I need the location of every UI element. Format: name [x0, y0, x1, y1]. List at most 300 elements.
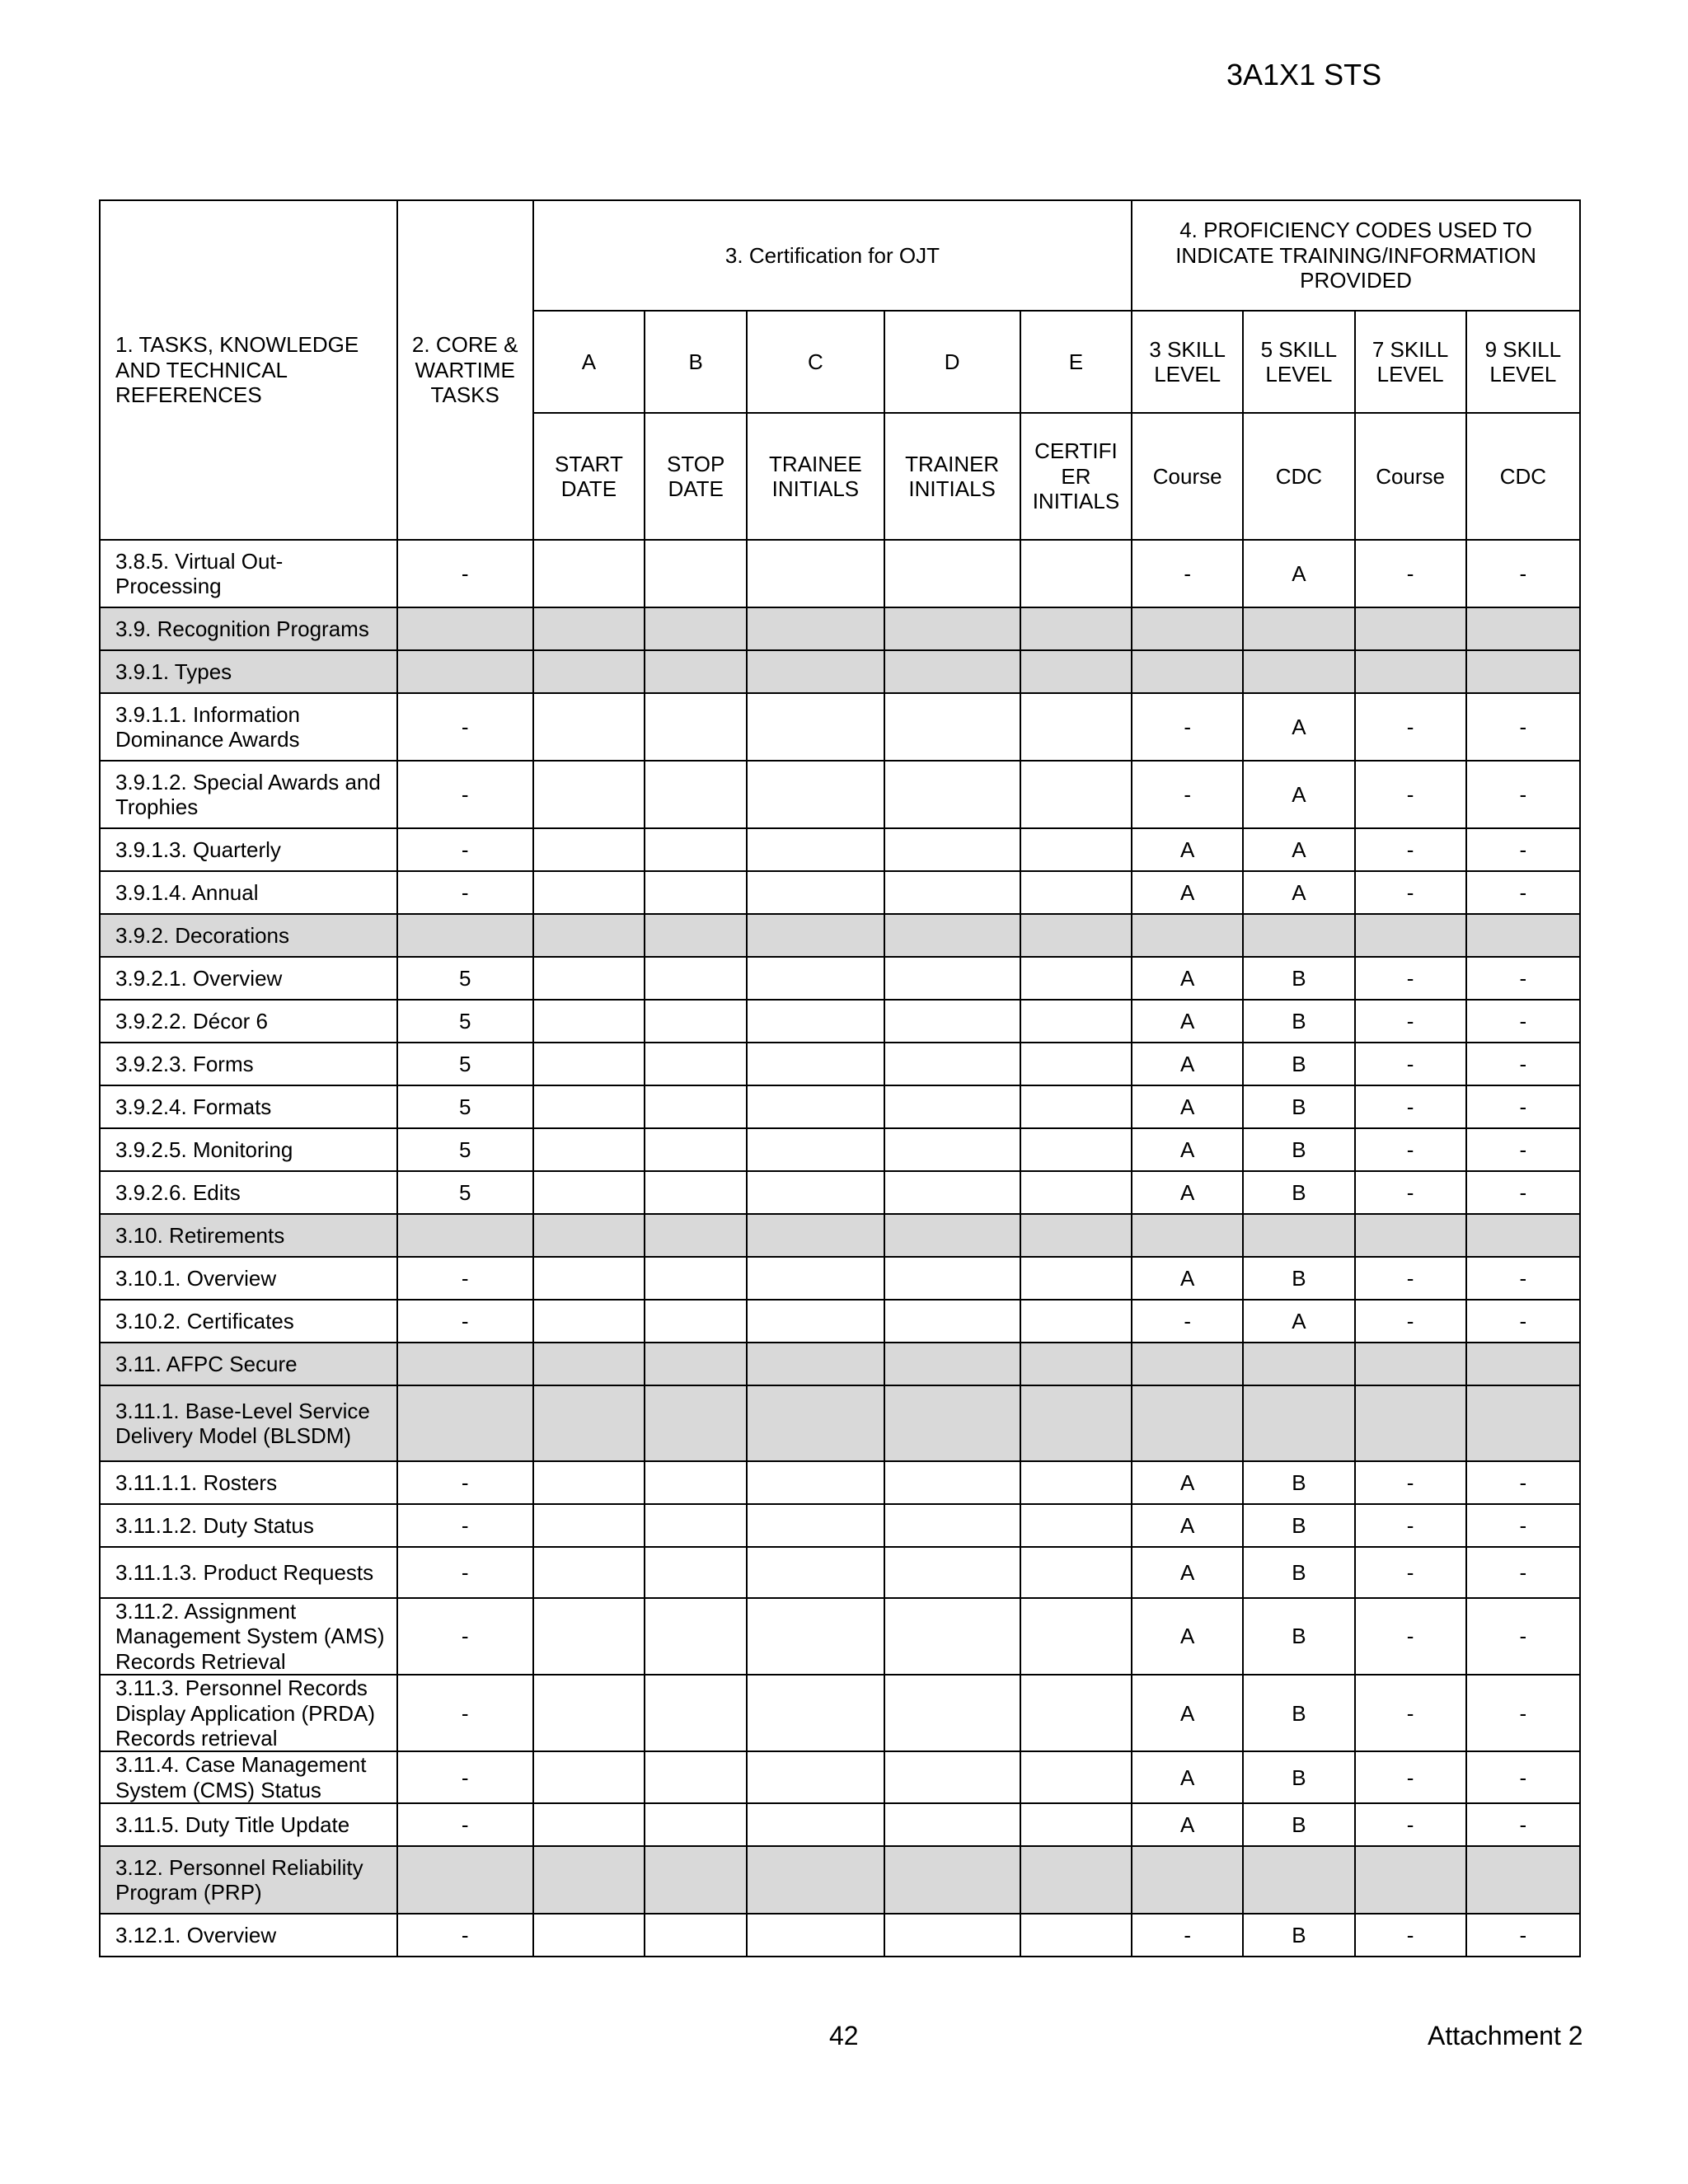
certifier-initials-cell [1020, 1128, 1132, 1171]
3-skill-code-cell: A [1132, 1257, 1243, 1300]
core-task-cell: - [397, 1675, 533, 1751]
stop-date-cell [645, 1343, 747, 1385]
certifier-initials-cell [1020, 1846, 1132, 1914]
start-date-cell [533, 1751, 645, 1803]
task-cell: 3.9.1.4. Annual [100, 871, 397, 914]
task-row [100, 1547, 1580, 1598]
9-skill-code-cell [1466, 914, 1580, 957]
task-row [100, 1257, 1580, 1300]
task-cell: 3.8.5. Virtual Out-Processing [100, 540, 397, 607]
core-task-cell [397, 607, 533, 650]
stop-date-cell [645, 1085, 747, 1128]
header-trainer-initials: TRAINER INITIALS [884, 413, 1020, 540]
page-number: 42 [829, 2021, 859, 2050]
trainer-initials-cell [884, 761, 1020, 828]
header-7-skill-source: Course [1355, 413, 1466, 540]
start-date-cell [533, 957, 645, 1000]
trainee-initials-cell [747, 1598, 884, 1675]
task-cell: 3.11.1. Base-Level Service Delivery Model (BLSDM) [100, 1385, 397, 1461]
7-skill-code-cell [1355, 914, 1466, 957]
stop-date-cell [645, 1803, 747, 1846]
5-skill-code-cell: B [1243, 1547, 1354, 1598]
7-skill-code-cell: - [1355, 1803, 1466, 1846]
header-tasks: 1. TASKS, KNOWLEDGE AND TECHNICAL REFERENCES [100, 200, 397, 540]
7-skill-code-cell [1355, 1385, 1466, 1461]
9-skill-code-cell [1466, 607, 1580, 650]
certifier-initials-cell [1020, 1300, 1132, 1343]
9-skill-code-cell: - [1466, 1300, 1580, 1343]
certifier-initials-cell [1020, 1000, 1132, 1043]
header-letter-b: B [645, 311, 747, 413]
7-skill-code-cell: - [1355, 828, 1466, 871]
trainee-initials-cell [747, 828, 884, 871]
5-skill-code-cell: B [1243, 1000, 1354, 1043]
core-task-cell: - [397, 1257, 533, 1300]
9-skill-code-cell: - [1466, 1675, 1580, 1751]
task-cell: 3.9.2. Decorations [100, 914, 397, 957]
5-skill-code-cell: A [1243, 871, 1354, 914]
9-skill-code-cell: - [1466, 1043, 1580, 1085]
9-skill-code-cell: - [1466, 1914, 1580, 1957]
task-cell: 3.9.2.4. Formats [100, 1085, 397, 1128]
start-date-cell [533, 1803, 645, 1846]
section-row [100, 1846, 1580, 1914]
certifier-initials-cell [1020, 914, 1132, 957]
trainer-initials-cell [884, 1385, 1020, 1461]
trainer-initials-cell [884, 1846, 1020, 1914]
certifier-initials-cell [1020, 957, 1132, 1000]
core-task-cell: - [397, 1461, 533, 1504]
5-skill-code-cell [1243, 1846, 1354, 1914]
trainee-initials-cell [747, 650, 884, 693]
task-row [100, 871, 1580, 914]
trainer-initials-cell [884, 607, 1020, 650]
task-cell: 3.11. AFPC Secure [100, 1343, 397, 1385]
7-skill-code-cell: - [1355, 1547, 1466, 1598]
certifier-initials-cell [1020, 1803, 1132, 1846]
3-skill-code-cell [1132, 1385, 1243, 1461]
9-skill-code-cell: - [1466, 1598, 1580, 1675]
trainer-initials-cell [884, 1128, 1020, 1171]
core-task-cell: - [397, 871, 533, 914]
core-task-cell: 5 [397, 1128, 533, 1171]
start-date-cell [533, 540, 645, 607]
task-row [100, 1675, 1580, 1751]
3-skill-code-cell: - [1132, 1914, 1243, 1957]
header-letter-c: C [747, 311, 884, 413]
stop-date-cell [645, 828, 747, 871]
header-proficiency-codes: 4. PROFICIENCY CODES USED TO INDICATE TRAINING/INFORMATION PROVIDED [1132, 200, 1580, 311]
task-cell: 3.10. Retirements [100, 1214, 397, 1257]
9-skill-code-cell: - [1466, 1128, 1580, 1171]
sts-table-body [100, 540, 1580, 1957]
section-row [100, 1214, 1580, 1257]
trainer-initials-cell [884, 914, 1020, 957]
7-skill-code-cell: - [1355, 1914, 1466, 1957]
task-cell: 3.9.1.3. Quarterly [100, 828, 397, 871]
task-cell: 3.11.1.2. Duty Status [100, 1504, 397, 1547]
start-date-cell [533, 1461, 645, 1504]
core-task-cell: - [397, 1300, 533, 1343]
7-skill-code-cell [1355, 1214, 1466, 1257]
header-5-skill-source: CDC [1243, 413, 1354, 540]
stop-date-cell [645, 1171, 747, 1214]
core-task-cell [397, 914, 533, 957]
9-skill-code-cell: - [1466, 1257, 1580, 1300]
start-date-cell [533, 1504, 645, 1547]
start-date-cell [533, 1598, 645, 1675]
9-skill-code-cell: - [1466, 761, 1580, 828]
core-task-cell: - [397, 1504, 533, 1547]
start-date-cell [533, 914, 645, 957]
header-core-wartime: 2. CORE & WARTIME TASKS [397, 200, 533, 540]
header-3-skill-source: Course [1132, 413, 1243, 540]
9-skill-code-cell: - [1466, 1803, 1580, 1846]
task-cell: 3.9.2.1. Overview [100, 957, 397, 1000]
stop-date-cell [645, 914, 747, 957]
3-skill-code-cell [1132, 1343, 1243, 1385]
trainee-initials-cell [747, 1914, 884, 1957]
5-skill-code-cell [1243, 1385, 1354, 1461]
3-skill-code-cell: A [1132, 1504, 1243, 1547]
5-skill-code-cell [1243, 1343, 1354, 1385]
task-row [100, 1300, 1580, 1343]
task-cell: 3.10.1. Overview [100, 1257, 397, 1300]
7-skill-code-cell: - [1355, 1504, 1466, 1547]
core-task-cell: 5 [397, 1171, 533, 1214]
3-skill-code-cell: A [1132, 957, 1243, 1000]
5-skill-code-cell: B [1243, 1043, 1354, 1085]
start-date-cell [533, 1171, 645, 1214]
start-date-cell [533, 828, 645, 871]
certifier-initials-cell [1020, 1171, 1132, 1214]
5-skill-code-cell: B [1243, 1598, 1354, 1675]
task-row [100, 761, 1580, 828]
trainee-initials-cell [747, 871, 884, 914]
5-skill-code-cell: A [1243, 761, 1354, 828]
section-row [100, 607, 1580, 650]
start-date-cell [533, 1914, 645, 1957]
5-skill-code-cell: B [1243, 1675, 1354, 1751]
9-skill-code-cell [1466, 650, 1580, 693]
7-skill-code-cell: - [1355, 1000, 1466, 1043]
stop-date-cell [645, 1385, 747, 1461]
core-task-cell: 5 [397, 1043, 533, 1085]
task-row [100, 1803, 1580, 1846]
certifier-initials-cell [1020, 1043, 1132, 1085]
3-skill-code-cell: A [1132, 871, 1243, 914]
start-date-cell [533, 1257, 645, 1300]
trainee-initials-cell [747, 1128, 884, 1171]
9-skill-code-cell [1466, 1385, 1580, 1461]
3-skill-code-cell [1132, 914, 1243, 957]
section-row [100, 1343, 1580, 1385]
7-skill-code-cell: - [1355, 693, 1466, 761]
trainer-initials-cell [884, 1343, 1020, 1385]
5-skill-code-cell: A [1243, 540, 1354, 607]
certifier-initials-cell [1020, 1914, 1132, 1957]
3-skill-code-cell: A [1132, 1043, 1243, 1085]
core-task-cell: - [397, 1751, 533, 1803]
core-task-cell: - [397, 693, 533, 761]
5-skill-code-cell: A [1243, 1300, 1354, 1343]
document-id: 3A1X1 STS [1226, 58, 1382, 91]
task-cell: 3.11.1.1. Rosters [100, 1461, 397, 1504]
start-date-cell [533, 871, 645, 914]
task-row [100, 828, 1580, 871]
core-task-cell: - [397, 540, 533, 607]
task-row [100, 957, 1580, 1000]
stop-date-cell [645, 1000, 747, 1043]
3-skill-code-cell: - [1132, 1300, 1243, 1343]
3-skill-code-cell: A [1132, 1128, 1243, 1171]
task-cell: 3.9.2.5. Monitoring [100, 1128, 397, 1171]
trainer-initials-cell [884, 1171, 1020, 1214]
trainee-initials-cell [747, 1751, 884, 1803]
stop-date-cell [645, 1128, 747, 1171]
7-skill-code-cell: - [1355, 1257, 1466, 1300]
attachment-label: Attachment 2 [1428, 2021, 1583, 2050]
7-skill-code-cell: - [1355, 1085, 1466, 1128]
9-skill-code-cell: - [1466, 828, 1580, 871]
certifier-initials-cell [1020, 1385, 1132, 1461]
trainee-initials-cell [747, 1214, 884, 1257]
trainee-initials-cell [747, 1547, 884, 1598]
9-skill-code-cell: - [1466, 1547, 1580, 1598]
header-5-skill: 5 SKILL LEVEL [1243, 311, 1354, 413]
core-task-cell: - [397, 1547, 533, 1598]
trainee-initials-cell [747, 607, 884, 650]
5-skill-code-cell: B [1243, 1171, 1354, 1214]
start-date-cell [533, 1043, 645, 1085]
9-skill-code-cell [1466, 1846, 1580, 1914]
9-skill-code-cell: - [1466, 957, 1580, 1000]
certifier-initials-cell [1020, 650, 1132, 693]
trainee-initials-cell [747, 1171, 884, 1214]
header-letter-d: D [884, 311, 1020, 413]
certifier-initials-cell [1020, 761, 1132, 828]
5-skill-code-cell: B [1243, 1803, 1354, 1846]
7-skill-code-cell [1355, 650, 1466, 693]
7-skill-code-cell [1355, 1846, 1466, 1914]
5-skill-code-cell: A [1243, 693, 1354, 761]
certifier-initials-cell [1020, 1504, 1132, 1547]
3-skill-code-cell: A [1132, 1675, 1243, 1751]
task-row [100, 1085, 1580, 1128]
7-skill-code-cell: - [1355, 871, 1466, 914]
start-date-cell [533, 1000, 645, 1043]
start-date-cell [533, 607, 645, 650]
header-9-skill-source: CDC [1466, 413, 1580, 540]
trainer-initials-cell [884, 1803, 1020, 1846]
task-cell: 3.12.1. Overview [100, 1914, 397, 1957]
trainee-initials-cell [747, 1300, 884, 1343]
3-skill-code-cell [1132, 1214, 1243, 1257]
core-task-cell: 5 [397, 1085, 533, 1128]
5-skill-code-cell: B [1243, 1461, 1354, 1504]
trainee-initials-cell [747, 1675, 884, 1751]
7-skill-code-cell: - [1355, 1300, 1466, 1343]
3-skill-code-cell [1132, 1846, 1243, 1914]
trainer-initials-cell [884, 1675, 1020, 1751]
stop-date-cell [645, 1598, 747, 1675]
certifier-initials-cell [1020, 1675, 1132, 1751]
task-cell: 3.9.1.1. Information Dominance Awards [100, 693, 397, 761]
trainee-initials-cell [747, 1043, 884, 1085]
trainer-initials-cell [884, 1043, 1020, 1085]
header-letter-a: A [533, 311, 645, 413]
5-skill-code-cell: B [1243, 1751, 1354, 1803]
trainer-initials-cell [884, 1257, 1020, 1300]
3-skill-code-cell: A [1132, 1547, 1243, 1598]
certifier-initials-cell [1020, 1257, 1132, 1300]
trainee-initials-cell [747, 1803, 884, 1846]
trainer-initials-cell [884, 693, 1020, 761]
trainer-initials-cell [884, 1214, 1020, 1257]
5-skill-code-cell: B [1243, 1914, 1354, 1957]
core-task-cell [397, 1846, 533, 1914]
core-task-cell [397, 1343, 533, 1385]
start-date-cell [533, 1128, 645, 1171]
task-row [100, 1598, 1580, 1675]
9-skill-code-cell: - [1466, 693, 1580, 761]
task-row [100, 693, 1580, 761]
stop-date-cell [645, 693, 747, 761]
5-skill-code-cell: A [1243, 828, 1354, 871]
trainee-initials-cell [747, 1504, 884, 1547]
task-row [100, 1171, 1580, 1214]
9-skill-code-cell: - [1466, 1504, 1580, 1547]
5-skill-code-cell [1243, 607, 1354, 650]
trainer-initials-cell [884, 871, 1020, 914]
9-skill-code-cell: - [1466, 1751, 1580, 1803]
section-row [100, 1385, 1580, 1461]
stop-date-cell [645, 540, 747, 607]
trainee-initials-cell [747, 1343, 884, 1385]
stop-date-cell [645, 871, 747, 914]
start-date-cell [533, 1385, 645, 1461]
5-skill-code-cell: B [1243, 1504, 1354, 1547]
start-date-cell [533, 1846, 645, 1914]
trainee-initials-cell [747, 1385, 884, 1461]
start-date-cell [533, 1300, 645, 1343]
7-skill-code-cell: - [1355, 540, 1466, 607]
task-cell: 3.9. Recognition Programs [100, 607, 397, 650]
header-certification: 3. Certification for OJT [533, 200, 1132, 311]
start-date-cell [533, 761, 645, 828]
3-skill-code-cell: A [1132, 1085, 1243, 1128]
3-skill-code-cell [1132, 650, 1243, 693]
7-skill-code-cell: - [1355, 1171, 1466, 1214]
3-skill-code-cell: A [1132, 828, 1243, 871]
9-skill-code-cell [1466, 1214, 1580, 1257]
section-row [100, 914, 1580, 957]
certifier-initials-cell [1020, 1085, 1132, 1128]
core-task-cell: - [397, 828, 533, 871]
core-task-cell [397, 1385, 533, 1461]
7-skill-code-cell: - [1355, 1675, 1466, 1751]
header-certifier-initials: CERTIFI ER INITIALS [1020, 413, 1132, 540]
trainer-initials-cell [884, 1000, 1020, 1043]
trainee-initials-cell [747, 540, 884, 607]
7-skill-code-cell: - [1355, 761, 1466, 828]
certifier-initials-cell [1020, 1343, 1132, 1385]
trainer-initials-cell [884, 1504, 1020, 1547]
core-task-cell: 5 [397, 1000, 533, 1043]
trainer-initials-cell [884, 650, 1020, 693]
3-skill-code-cell [1132, 607, 1243, 650]
header-letter-e: E [1020, 311, 1132, 413]
task-cell: 3.9.1. Types [100, 650, 397, 693]
7-skill-code-cell: - [1355, 1461, 1466, 1504]
header-7-skill: 7 SKILL LEVEL [1355, 311, 1466, 413]
core-task-cell: - [397, 761, 533, 828]
trainee-initials-cell [747, 957, 884, 1000]
7-skill-code-cell: - [1355, 1598, 1466, 1675]
stop-date-cell [645, 1914, 747, 1957]
trainee-initials-cell [747, 1846, 884, 1914]
core-task-cell: - [397, 1914, 533, 1957]
7-skill-code-cell [1355, 607, 1466, 650]
task-row [100, 1504, 1580, 1547]
9-skill-code-cell [1466, 1343, 1580, 1385]
start-date-cell [533, 1343, 645, 1385]
start-date-cell [533, 1085, 645, 1128]
trainee-initials-cell [747, 693, 884, 761]
task-cell: 3.11.3. Personnel Records Display Application (PRDA) Records retrieval [100, 1675, 397, 1751]
task-cell: 3.11.5. Duty Title Update [100, 1803, 397, 1846]
5-skill-code-cell: B [1243, 1128, 1354, 1171]
7-skill-code-cell: - [1355, 1128, 1466, 1171]
start-date-cell [533, 1547, 645, 1598]
5-skill-code-cell: B [1243, 1257, 1354, 1300]
trainee-initials-cell [747, 761, 884, 828]
trainee-initials-cell [747, 914, 884, 957]
stop-date-cell [645, 957, 747, 1000]
3-skill-code-cell: A [1132, 1461, 1243, 1504]
header-9-skill: 9 SKILL LEVEL [1466, 311, 1580, 413]
3-skill-code-cell: - [1132, 540, 1243, 607]
certifier-initials-cell [1020, 1751, 1132, 1803]
9-skill-code-cell: - [1466, 871, 1580, 914]
task-cell: 3.11.1.3. Product Requests [100, 1547, 397, 1598]
task-cell: 3.9.2.6. Edits [100, 1171, 397, 1214]
core-task-cell: - [397, 1598, 533, 1675]
stop-date-cell [645, 1846, 747, 1914]
start-date-cell [533, 650, 645, 693]
7-skill-code-cell: - [1355, 1751, 1466, 1803]
start-date-cell [533, 1675, 645, 1751]
stop-date-cell [645, 1461, 747, 1504]
9-skill-code-cell: - [1466, 1461, 1580, 1504]
task-cell: 3.9.2.3. Forms [100, 1043, 397, 1085]
task-row [100, 1914, 1580, 1957]
3-skill-code-cell: A [1132, 1803, 1243, 1846]
3-skill-code-cell: A [1132, 1171, 1243, 1214]
certifier-initials-cell [1020, 693, 1132, 761]
5-skill-code-cell [1243, 650, 1354, 693]
9-skill-code-cell: - [1466, 540, 1580, 607]
stop-date-cell [645, 1043, 747, 1085]
start-date-cell [533, 693, 645, 761]
task-cell: 3.9.2.2. Décor 6 [100, 1000, 397, 1043]
trainer-initials-cell [884, 1461, 1020, 1504]
task-cell: 3.12. Personnel Reliability Program (PRP) [100, 1846, 397, 1914]
certifier-initials-cell [1020, 607, 1132, 650]
header-3-skill: 3 SKILL LEVEL [1132, 311, 1243, 413]
3-skill-code-cell: A [1132, 1000, 1243, 1043]
9-skill-code-cell: - [1466, 1085, 1580, 1128]
